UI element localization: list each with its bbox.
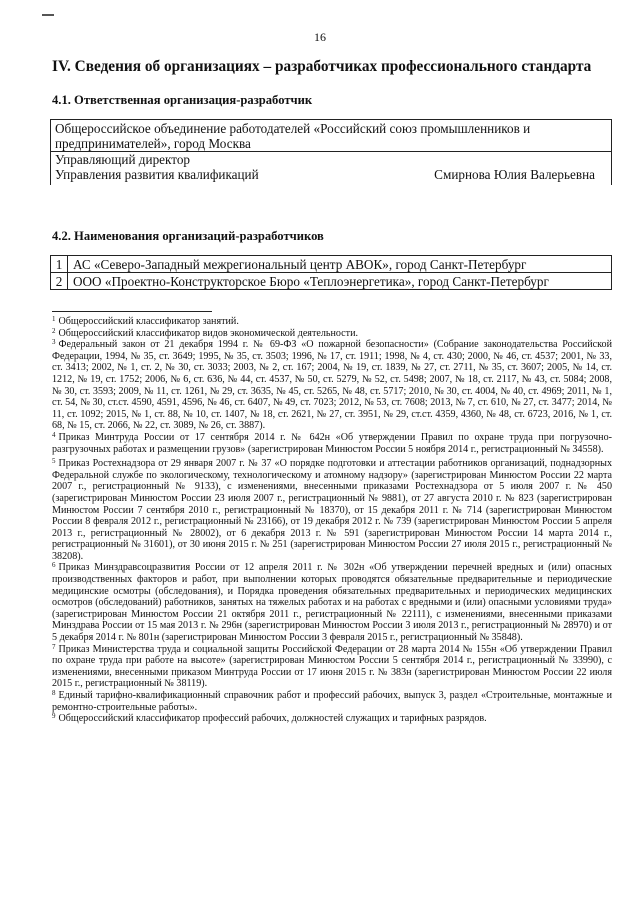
footnote bbox=[52, 562, 612, 643]
developer-name: АС «Северо-Западный межрегиональный центр АВОК», город Санкт-Петербург bbox=[68, 256, 612, 273]
footnotes bbox=[52, 316, 612, 725]
footnote-number: 1 bbox=[52, 315, 56, 323]
scan-mark bbox=[42, 14, 54, 16]
footnote-text: Общероссийский классификатор видов экономической деятельности. bbox=[58, 327, 358, 339]
footnote-text: Общероссийский классификатор профессий рабочих, должностей служащих и тарифных разрядов. bbox=[58, 713, 487, 725]
footnote-number: 9 bbox=[52, 712, 56, 721]
responsible-org-heading: 4.1. Ответственная организация-разработчик bbox=[52, 93, 313, 107]
section-title: IV. Сведения об организациях – разработчиках профессионального стандарта bbox=[52, 58, 592, 75]
footnote-number: 7 bbox=[52, 642, 56, 651]
developer-number: 2 bbox=[51, 273, 68, 290]
footnote bbox=[52, 458, 612, 562]
director-row bbox=[55, 167, 607, 182]
developers-table bbox=[50, 255, 612, 290]
developer-name: ООО «Проектно-Конструкторское Бюро «Теплоэнергетика», город Санкт-Петербург bbox=[68, 273, 612, 290]
footnote-number: 3 bbox=[52, 338, 56, 347]
footnote-text: Приказ Министерства труда и социальной защиты Российской Федерации от 28 марта 2014 № 155н «Об утверждении Правил по охране труда при работе на высоте» (зарегистрирован Минюстом России 5 сентября 2014 г., регистрационный № 33990), с изменениями, внесенными приказом Минтруда России от 17 июня 2015 г. № 383н (зарегистрирован Минюстом России 22 июля 2015 г., регистрационный № 38119). bbox=[52, 643, 612, 690]
footnote-text: Приказ Минтруда России от 17 сентября 2014 г. № 642н «Об утверждении Правил по охране труда при погрузочно-разгрузочных работах и размещении грузов» (зарегистрирован Минюстом России 5 ноября 2014 г., регистрационный № 34558). bbox=[52, 431, 612, 455]
footnote-separator bbox=[52, 311, 212, 312]
footnote bbox=[52, 644, 612, 690]
director-cell bbox=[51, 152, 612, 186]
footnote bbox=[52, 690, 612, 713]
director-department: Управления развития квалификаций bbox=[55, 167, 259, 182]
responsible-org-table bbox=[50, 119, 612, 185]
footnote-number: 4 bbox=[52, 430, 56, 439]
footnote-number: 2 bbox=[52, 326, 56, 335]
footnote bbox=[52, 339, 612, 432]
footnote-text: Единый тарифно-квалификационный справочник работ и профессий рабочих, выпуск 3, раздел «Строительные, монтажные и ремонтно-строительные работы». bbox=[52, 690, 612, 713]
footnote-number: 6 bbox=[52, 561, 56, 570]
developer-row bbox=[51, 273, 612, 290]
footnote bbox=[52, 328, 612, 340]
director-name: Смирнова Юлия Валерьевна bbox=[434, 167, 595, 182]
page-number: 16 bbox=[314, 30, 326, 44]
footnote bbox=[52, 316, 612, 328]
footnote-number: 8 bbox=[52, 689, 56, 697]
footnote-text: Приказ Минздравсоцразвития России от 12 апреля 2011 г. № 302н «Об утверждении перечней вредных и (или) опасных производственных факторов и работ, при выполнении которых проводятся обязательные предварительные и периодические медицинские осмотры (обследования), и Порядка проведения обязательных предварительных и периодических медицинских осмотров (обследований) работников, занятых на тяжелых работах и на работах с вредными и (или) опасными условиями труда» (зарегистрирован Минюстом России 21 октября 2011 г., регистрационный № 22111), с изменениями, внесенными приказами Минздрава России от 15 мая 2013 г. № 296н (зарегистрирован Минюстом России 3 июля 2013 г., регистрационный № 28970) и от 5 декабря 2014 г. № 801н (зарегистрирован Минюстом России 3 февраля 2015 г., регистрационный № 35848). bbox=[52, 562, 612, 644]
developer-row bbox=[51, 256, 612, 273]
responsible-org-name: Общероссийское объединение работодателей «Российский союз промышленников и предпринимателей», город Москва bbox=[51, 120, 612, 152]
footnote bbox=[52, 432, 612, 455]
director-title: Управляющий директор bbox=[55, 152, 191, 167]
footnote-text: Федеральный закон от 21 декабря 1994 г. № 69-ФЗ «О пожарной безопасности» (Собрание законодательства Российской Федерации, 1994, № 35, ст. 3649; 1995, № 35, ст. 3503; 1996, № 17, ст. 1911; 1998, № 4, ст. 430; 2000, № 46, ст. 4537; 2001, № 33, ст. 3413; 2002, № 1, ст. 2, № 30, ст. 3033; 2003, № 2, ст. 167; 2004, № 19, ст. 1839, № 27, ст. 2711, № 35, ст. 3607; 2005, № 14, ст. 1212, № 19, ст. 1752; 2006, № 6, ст. 636, № 44, ст. 4537, № 50, ст. 5279, № 52, ст. 5498; 2007, № 18, ст. 2117, № 43, ст. 5084; 2008, № 30, ст. 3593; 2009, № 11, ст. 1261, № 29, ст. 3635, № 45, ст. 5265, № 48, ст. 5717; 2010, № 30, ст. 4004, № 40, ст. 4969; 2011, № 1, ст. 54, № 30, ст.ст. 4590, 4591, 4596, № 46, ст. 6407, № 49, ст. 7023; 2012, № 53, ст. 7608; 2013, № 7, ст. 610, № 27, ст. 3477; 2014, № 11, ст. 1092; 2015, № 1, ст. 88, № 10, ст. 1407, № 18, ст. 2621, № 27, ст. 3951, № 29, ст.ст. 4359, 4360, № 48, ст. 6723, 2016, № 1, ст. 68, № 15, ст. 2066, № 22, ст. 3089, № 26, ст. 3887). bbox=[52, 339, 612, 432]
footnote bbox=[52, 713, 612, 725]
footnote-text: Приказ Ростехнадзора от 29 января 2007 г. № 37 «О порядке подготовки и аттестации работников организаций, поднадзорных Федеральной службе по экологическому, технологическому и атомному надзору» (зарегистрирован Минюстом России 22 марта 2007 г., регистрационный № 9133), с изменениями, внесенными приказами Ростехнадзора от 5 июля 2007 г. № 450 (зарегистрирован Минюстом России 23 июля 2007 г., регистрационный № 9881), от 27 августа 2010 г. № 823 (зарегистрирован Минюстом России 7 сентября 2010 г., регистрационный № 18370), от 15 декабря 2011 г. № 714 (зарегистрирован Минюстом России 8 февраля 2012 г., регистрационный № 23166), от 19 декабря 2012 г. № 739 (зарегистрирован Минюстом России 5 апреля 2013 г., регистрационный № 28002), от 6 декабря 2013 г. № 591 (зарегистрирован Минюстом России 14 марта 2014 г., регистрационный № 31601), от 30 июня 2015 г. № 251 (зарегистрирован Минюстом России 27 июля 2015 г., регистрационный № 38208). bbox=[52, 458, 612, 562]
developers-heading: 4.2. Наименования организаций-разработчиков bbox=[52, 229, 324, 243]
footnote-number: 5 bbox=[52, 457, 56, 466]
developer-number: 1 bbox=[51, 256, 68, 273]
footnote-text: Общероссийский классификатор занятий. bbox=[58, 316, 239, 327]
